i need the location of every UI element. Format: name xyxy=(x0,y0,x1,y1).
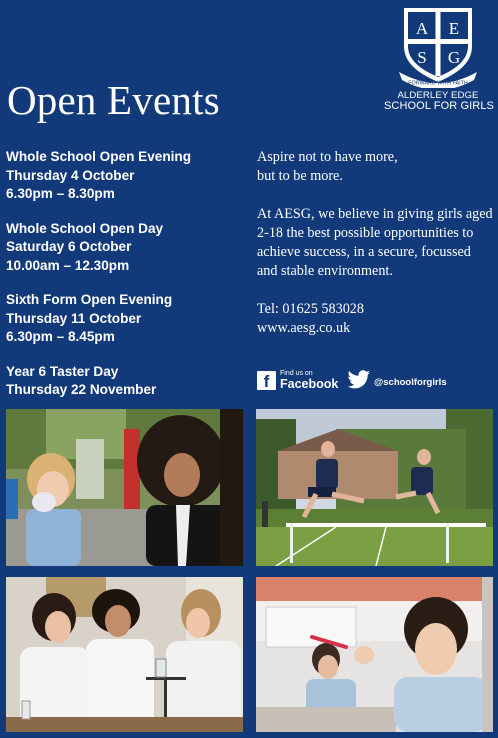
social-links xyxy=(257,370,497,396)
event-date: Thursday 11 October xyxy=(6,310,142,326)
crest-letter-g: G xyxy=(447,48,461,67)
facebook-icon: f xyxy=(257,371,276,390)
event-name: Year 6 Taster Day xyxy=(6,363,119,379)
crest-motto: FORWARD WITH FAITH xyxy=(408,80,468,87)
twitter-handle: @schoolforgirls xyxy=(374,376,447,388)
tagline-line2: but to be more. xyxy=(257,168,343,184)
intro-body: At AESG, we believe in giving girls aged 2-18 the best possible opportunities to achieve success, in a secure, focussed and stable environment. xyxy=(257,206,493,279)
event-date: Saturday 6 October xyxy=(6,239,132,254)
school-name xyxy=(384,90,492,112)
event-item xyxy=(6,363,242,400)
event-item xyxy=(6,291,242,347)
event-time: 6.30pm – 8.45pm xyxy=(6,329,115,344)
photo-hurdles-race xyxy=(256,409,493,566)
telephone: Tel: 01625 583028 xyxy=(257,301,364,317)
facebook-label: Facebook xyxy=(280,377,339,391)
facebook-link[interactable] xyxy=(257,370,338,391)
event-name: Sixth Form Open Evening xyxy=(6,292,173,307)
school-logo xyxy=(384,6,492,124)
tagline-line1: Aspire not to have more, xyxy=(257,149,398,165)
event-time: 10.00am – 12.30pm xyxy=(6,257,130,273)
crest-icon xyxy=(398,6,478,88)
page-title: Open Events xyxy=(7,77,220,123)
twitter-link[interactable] xyxy=(347,370,447,390)
crest-letter-a: A xyxy=(415,19,429,38)
photo-classroom-pupil xyxy=(256,577,493,732)
school-name-line2: SCHOOL FOR GIRLS xyxy=(384,100,494,112)
website-link[interactable]: www.aesg.co.uk xyxy=(257,320,351,336)
intro-text xyxy=(257,148,493,338)
event-item xyxy=(6,148,242,204)
event-item xyxy=(6,220,242,276)
twitter-bird-icon xyxy=(347,370,371,390)
event-time: 6.30pm – 8.30pm xyxy=(6,186,115,201)
contact-details xyxy=(257,300,493,338)
school-name-line1: ALDERLEY EDGE xyxy=(397,90,479,101)
tagline xyxy=(257,148,493,186)
crest-letter-s: S xyxy=(417,48,427,67)
event-date: Thursday 4 October xyxy=(6,167,135,183)
photo-junior-pupil-with-student xyxy=(6,409,243,566)
events-list xyxy=(6,148,242,416)
facebook-caption: Find us on xyxy=(280,370,313,377)
event-name: Whole School Open Evening xyxy=(6,149,192,164)
event-name: Whole School Open Day xyxy=(6,220,164,236)
photo-science-lab xyxy=(6,577,243,732)
crest-letter-e: E xyxy=(448,19,460,38)
event-date: Thursday 22 November xyxy=(6,382,157,397)
